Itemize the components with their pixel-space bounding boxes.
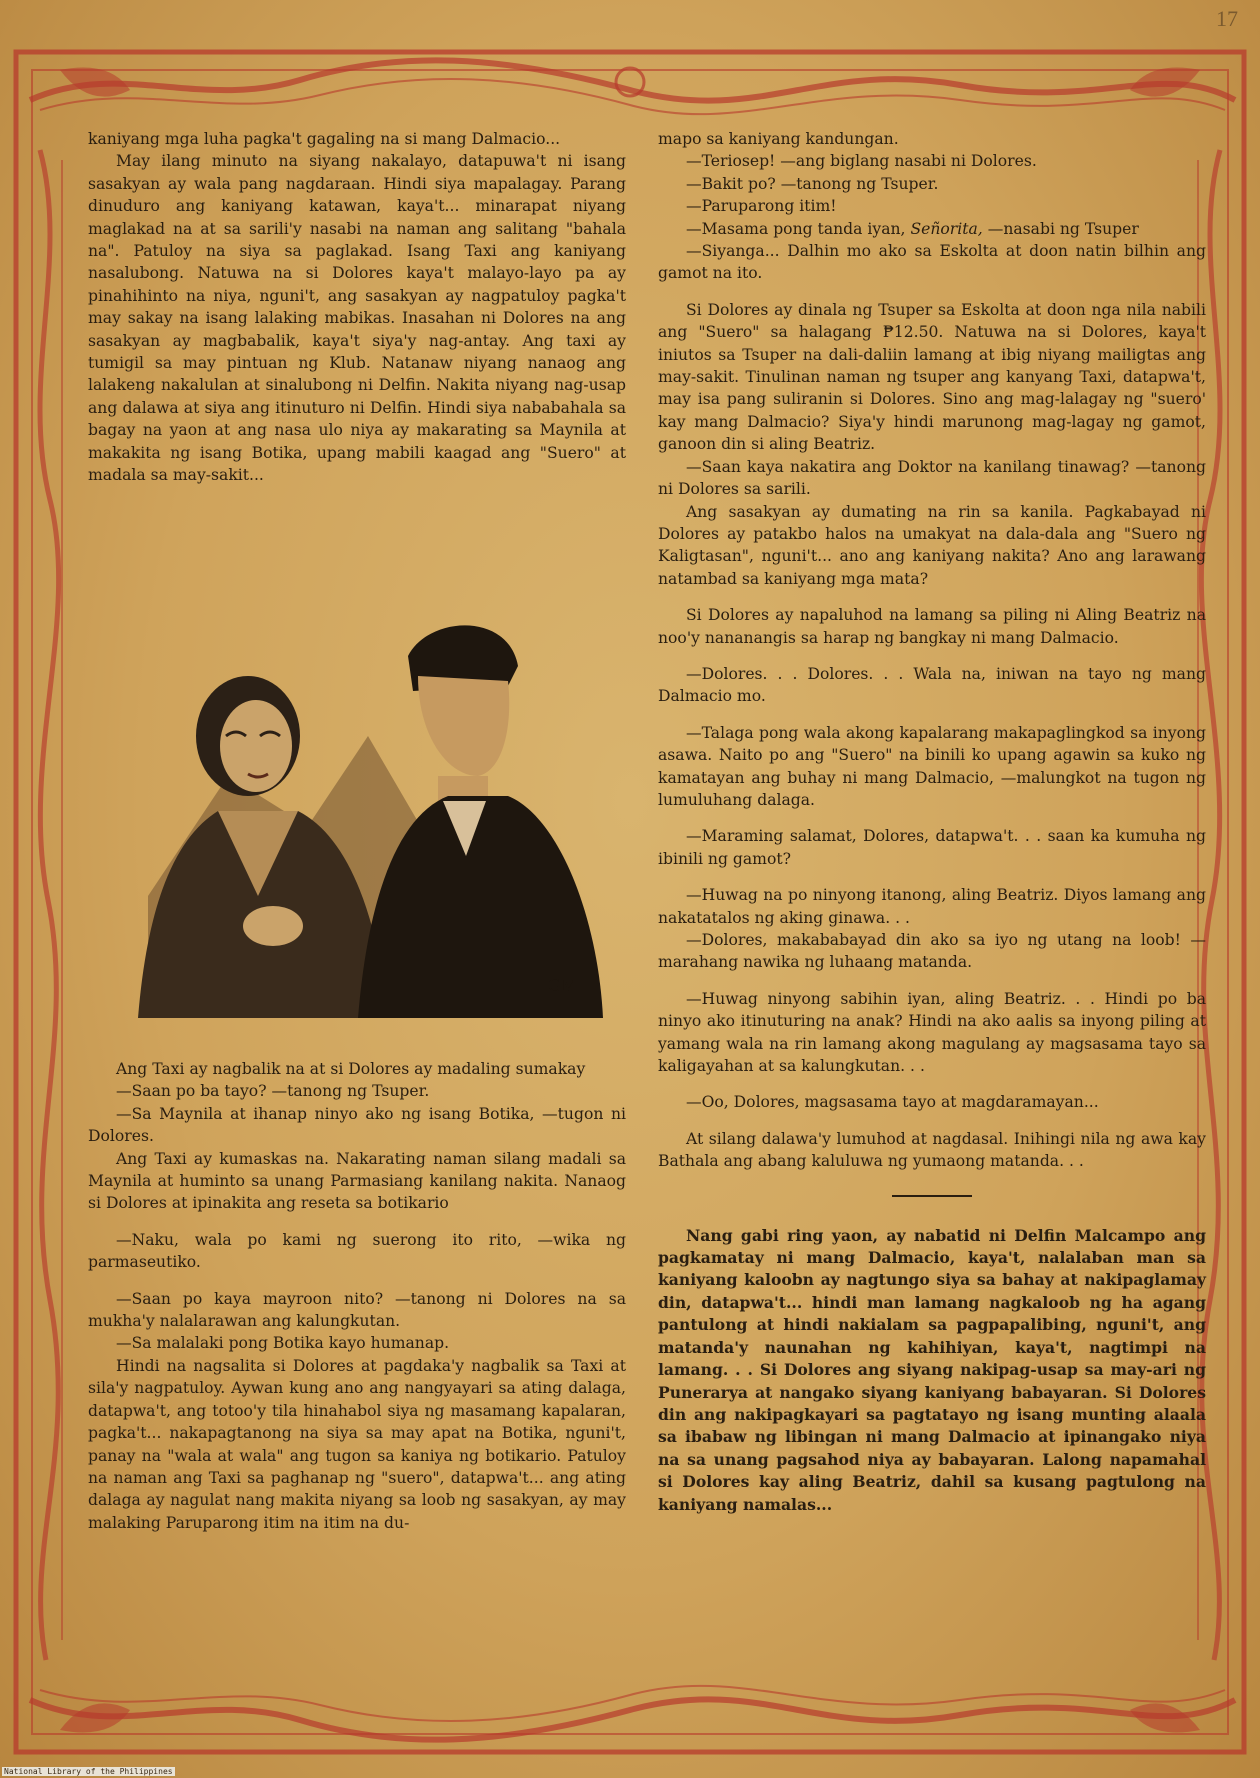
paragraph: —Huwag ninyong sabihin iyan, aling Beatriz. . . Hindi po ba ninyo ako itinuturing na anak? Hindi na ako aalis sa inyong piling at yamang wala na rin lamang akong magulang ay magsasama tayo sa kaligayahan at sa kalungkutan. . . xyxy=(658,989,1206,1076)
paragraph: May ilang minuto na siyang nakalayo, datapuwa't ni isang sasakyan ay wala pang nagdaraan. Hindi siya mapalagay. Parang dinuduro ang kaniyang katawan, kaya't... minarapat niyang maglakad na at sa sarili'y nasabi na naman ang salitang "bahala na". Patuloy na siya sa paglakad. Isang Taxi ang kaniyang nasalubong. Natuwa na si Dolores kaya't malayo-layo pa ay pinahihinto na niya, nguni't, ang sasakyan ay nagpatuloy pagka't may sakay na isang lalaking mabikas. Inasahan ni Dolores na ang sasakyan ay magbabalik, kaya't siya'y nag-antay. Ang taxi ay tumigil sa may pintuan ng Klub. Natanaw niyang nanaog ang lalakeng nakalulan at sinalubong ni Delfin. Nakita niyang nag-usap ang dalawa at siya ang itinuturo ni Delfin. Hindi siya nababahala sa bagay na yaon at ang nasa ulo niya ay makarating sa Maynila at makakita ng isang Botika, upang mabili kaagad ang "Suero" at madala sa may-sakit... xyxy=(88,152,626,485)
paragraph: Si Dolores ay napaluhod na lamang sa piling ni Aling Beatriz na noo'y nananangis sa harap ng bangkay ni mang Dalmacio. xyxy=(658,606,1206,647)
paragraph: —Sa Maynila at ihanap ninyo ako ng isang Botika, —tugon ni Dolores. xyxy=(88,1104,626,1146)
paragraph: —Teriosep! —ang biglang nasabi ni Dolores. xyxy=(686,152,1037,171)
section-divider xyxy=(892,1195,972,1197)
illustration-couple xyxy=(108,596,608,1018)
left-column-top xyxy=(88,128,626,487)
text-span: —Masama pong tanda iyan, xyxy=(686,219,911,238)
right-column xyxy=(658,128,1206,1516)
paragraph: —Sa malalaki pong Botika kayo humanap. xyxy=(116,1334,450,1353)
paragraph: —Talaga pong wala akong kapalarang makapaglingkod sa inyong asawa. Naito po ang "Suero" na binili ko upang agawin sa kuko ng kamatayan ang buhay ni mang Dalmacio, —malungkot na tugon ng lumuluhang dalaga. xyxy=(658,723,1206,809)
paragraph: —Saan kaya nakatira ang Doktor na kanilang tinawag? —tanong ni Dolores sa sarili. xyxy=(658,457,1206,499)
paragraph: —Saan po ba tayo? —tanong ng Tsuper. xyxy=(116,1082,430,1101)
paragraph: mapo sa kaniyang kandungan. xyxy=(658,130,899,148)
paragraph: —Oo, Dolores, magsasama tayo at magdaramayan... xyxy=(686,1093,1099,1112)
paragraph xyxy=(658,218,1206,240)
paragraph: —Siyanga... Dalhin mo ako sa Eskolta at doon natin bilhin ang gamot na ito. xyxy=(658,242,1206,283)
paragraph: Hindi na nagsalita si Dolores at pagdaka'y nagbalik sa Taxi at sila'y nagpatuloy. Aywan kung ano ang nangyayari sa ating dalaga, datapwa't, ang totoo'y tila hinahabol siya ng masamang kapalaran, pagka't... nakapagtanong na siya sa may apat na Botika, nguni't, panay na "wala at wala" ang tugon sa kaniya ng botikario. Patuloy na naman ang Taxi sa paghanap ng "suero", datapwa't... ang ating dalaga ay nagulat nang makita niyang sa loob ng sasakyan, ay may malaking Paruparong itim na itim na du- xyxy=(88,1356,626,1532)
paragraph: —Dolores. . . Dolores. . . Wala na, iniwan na tayo ng mang Dalmacio mo. xyxy=(658,664,1206,706)
artist-signature: GMH xyxy=(548,975,591,995)
paragraph: At silang dalawa'y lumuhod at nagdasal. Inihingi nila ng awa kay Bathala ang abang kaluluwa ng yumaong matanda. . . xyxy=(658,1129,1206,1171)
paragraph: —Bakit po? —tanong ng Tsuper. xyxy=(686,174,939,193)
paragraph: —Maraming salamat, Dolores, datapwa't. . . saan ka kumuha ng ibinili ng gamot? xyxy=(658,827,1206,868)
page-number: 17 xyxy=(1216,6,1238,31)
italic-term: Señorita, xyxy=(910,219,983,238)
text-span: —nasabi ng Tsuper xyxy=(982,219,1139,238)
paragraph: —Paruparong itim! xyxy=(686,197,837,216)
library-credit: National Library of the Philippines xyxy=(4,1767,173,1776)
paragraph: Ang sasakyan ay dumating na rin sa kanila. Pagkabayad ni Dolores ay patakbo halos na umakyat na dala-dala ang "Suero ng Kaligtasan", nguni't... ano ang kaniyang nakita? Ano ang larawang natambad sa kaniyang mga mata? xyxy=(658,502,1206,588)
paragraph: Nang gabi ring yaon, ay nabatid ni Delfin Malcampo ang pagkamatay ni mang Dalmacio, kaya't, nalalaban man sa kaniyang kaloobn ay nagtungo siya sa bahay at nakipaglamay din, datapwa't... hindi man lamang nagkaloob ng ha agang pantulong at hindi nakialam sa pagpapalibing, nguni't, ang matanda'y naunahan ng kahihiyan, kaya't, nagtimpi na lamang. . . Si Dolores ang siyang nakipag-usap sa may-ari ng Punerarya at nangako siyang kaniyang babayaran. Si Dolores din ang nakipagkayari sa pagtatayo ng isang munting alaala sa ibabaw ng libingan ni mang Dalmacio at ipinangako niya na sa unang pagsahod niya ay babayaran. Lalong napamahal si Dolores kay aling Beatriz, dahil sa kusang pagtulong na kaniyang namalas... xyxy=(658,1225,1206,1514)
paragraph: Ang Taxi ay kumaskas na. Nakarating naman silang madali sa Maynila at huminto sa unang Parmasiang kanilang nakita. Nanaog si Dolores at ipinakita ang reseta sa botikario xyxy=(88,1149,626,1213)
paragraph: —Saan po kaya mayroon nito? —tanong ni Dolores na sa mukha'y nalalarawan ang kalungkutan. xyxy=(88,1289,626,1331)
paragraph: —Naku, wala po kami ng suerong ito rito, —wika ng parmaseutiko. xyxy=(88,1230,626,1272)
paragraph: Ang Taxi ay nagbalik na at si Dolores ay madaling sumakay xyxy=(116,1060,586,1078)
left-column-bottom xyxy=(88,1058,626,1534)
paragraph: —Dolores, makababayad din ako sa iyo ng utang na loob! —marahang nawika ng luhaang matanda. xyxy=(658,931,1206,972)
paragraph: —Huwag na po ninyong itanong, aling Beatriz. Diyos lamang ang nakatatalos ng aking ginawa. . . xyxy=(658,886,1206,927)
paragraph: Si Dolores ay dinala ng Tsuper sa Eskolta at doon nga nila nabili ang "Suero" sa halagang ₱12.50. Natuwa na si Dolores, kaya't iniutos sa Tsuper na dali-daliin lamang at ibig niyang mailigtas ang may-sakit. Tinulinan naman ng tsuper ang kanyang Taxi, datapwa't, may isa pang suliranin si Dolores. Sino ang mag-lalagay ng "suero' kay mang Dalmacio? Siya'y hindi marunong mag-lagay ng gamot, ganoon din si aling Beatriz. xyxy=(658,300,1206,454)
paragraph: kaniyang mga luha pagka't gagaling na si mang Dalmacio... xyxy=(88,130,561,148)
